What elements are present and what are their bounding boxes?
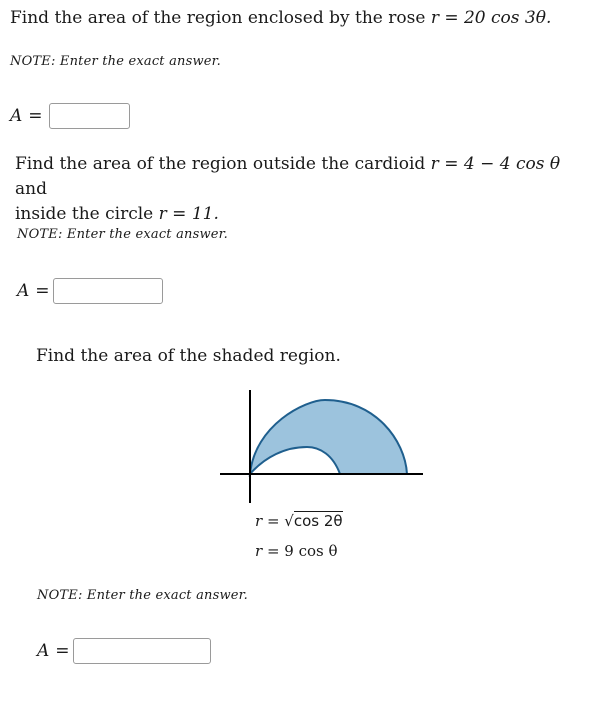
problem3-answer-label: A [37, 641, 50, 661]
problem1-note: NOTE: Enter the exact answer. [10, 54, 222, 69]
problem3-answer-input[interactable] [73, 638, 211, 664]
problem1-answer-label-group [10, 106, 43, 126]
problem2-question-line1 [15, 152, 595, 202]
problem2-line2-text: inside the circle [15, 204, 159, 224]
problem3-answer-label-group [37, 641, 70, 661]
problem3-question: Find the area of the shaded region. [36, 346, 341, 366]
problem1-answer-input[interactable] [49, 103, 130, 129]
polar-region-figure [215, 385, 435, 510]
curve2-equation [255, 542, 338, 560]
problem2-line1-suffix: and [15, 179, 47, 199]
curve2-rhs: 9 cos θ [284, 542, 338, 560]
shaded-region [250, 400, 407, 474]
sqrt-icon: √ [284, 512, 294, 530]
problem2-question-line2 [15, 202, 595, 227]
curve1-equation [255, 512, 343, 530]
problem2-note: NOTE: Enter the exact answer. [17, 227, 229, 242]
curve2-lhs: r = [255, 542, 280, 560]
problem2-answer-label: A [17, 281, 30, 301]
problem2-answer-label-group [17, 281, 50, 301]
problem1-question-math: r = 20 cos 3θ. [430, 8, 552, 28]
problem1-answer-equals: = [28, 106, 43, 126]
curve1-lhs: r = [255, 512, 280, 530]
problem2-line2-math: r = 11. [158, 204, 219, 224]
problem2-line1-text: Find the area of the region outside the cardioid [15, 154, 431, 174]
problem1-answer-label: A [10, 106, 23, 126]
curve1-rhs: cos 2θ [293, 512, 343, 530]
problem3-note: NOTE: Enter the exact answer. [37, 588, 249, 603]
problem1-question [10, 6, 551, 31]
problem2-line1-math: r = 4 − 4 cos θ [430, 154, 561, 174]
problem2-question [15, 152, 595, 227]
problem2-answer-equals: = [35, 281, 50, 301]
problem3-answer-equals: = [55, 641, 70, 661]
problem1-question-text: Find the area of the region enclosed by the rose [10, 8, 431, 28]
problem2-answer-input[interactable] [53, 278, 163, 304]
